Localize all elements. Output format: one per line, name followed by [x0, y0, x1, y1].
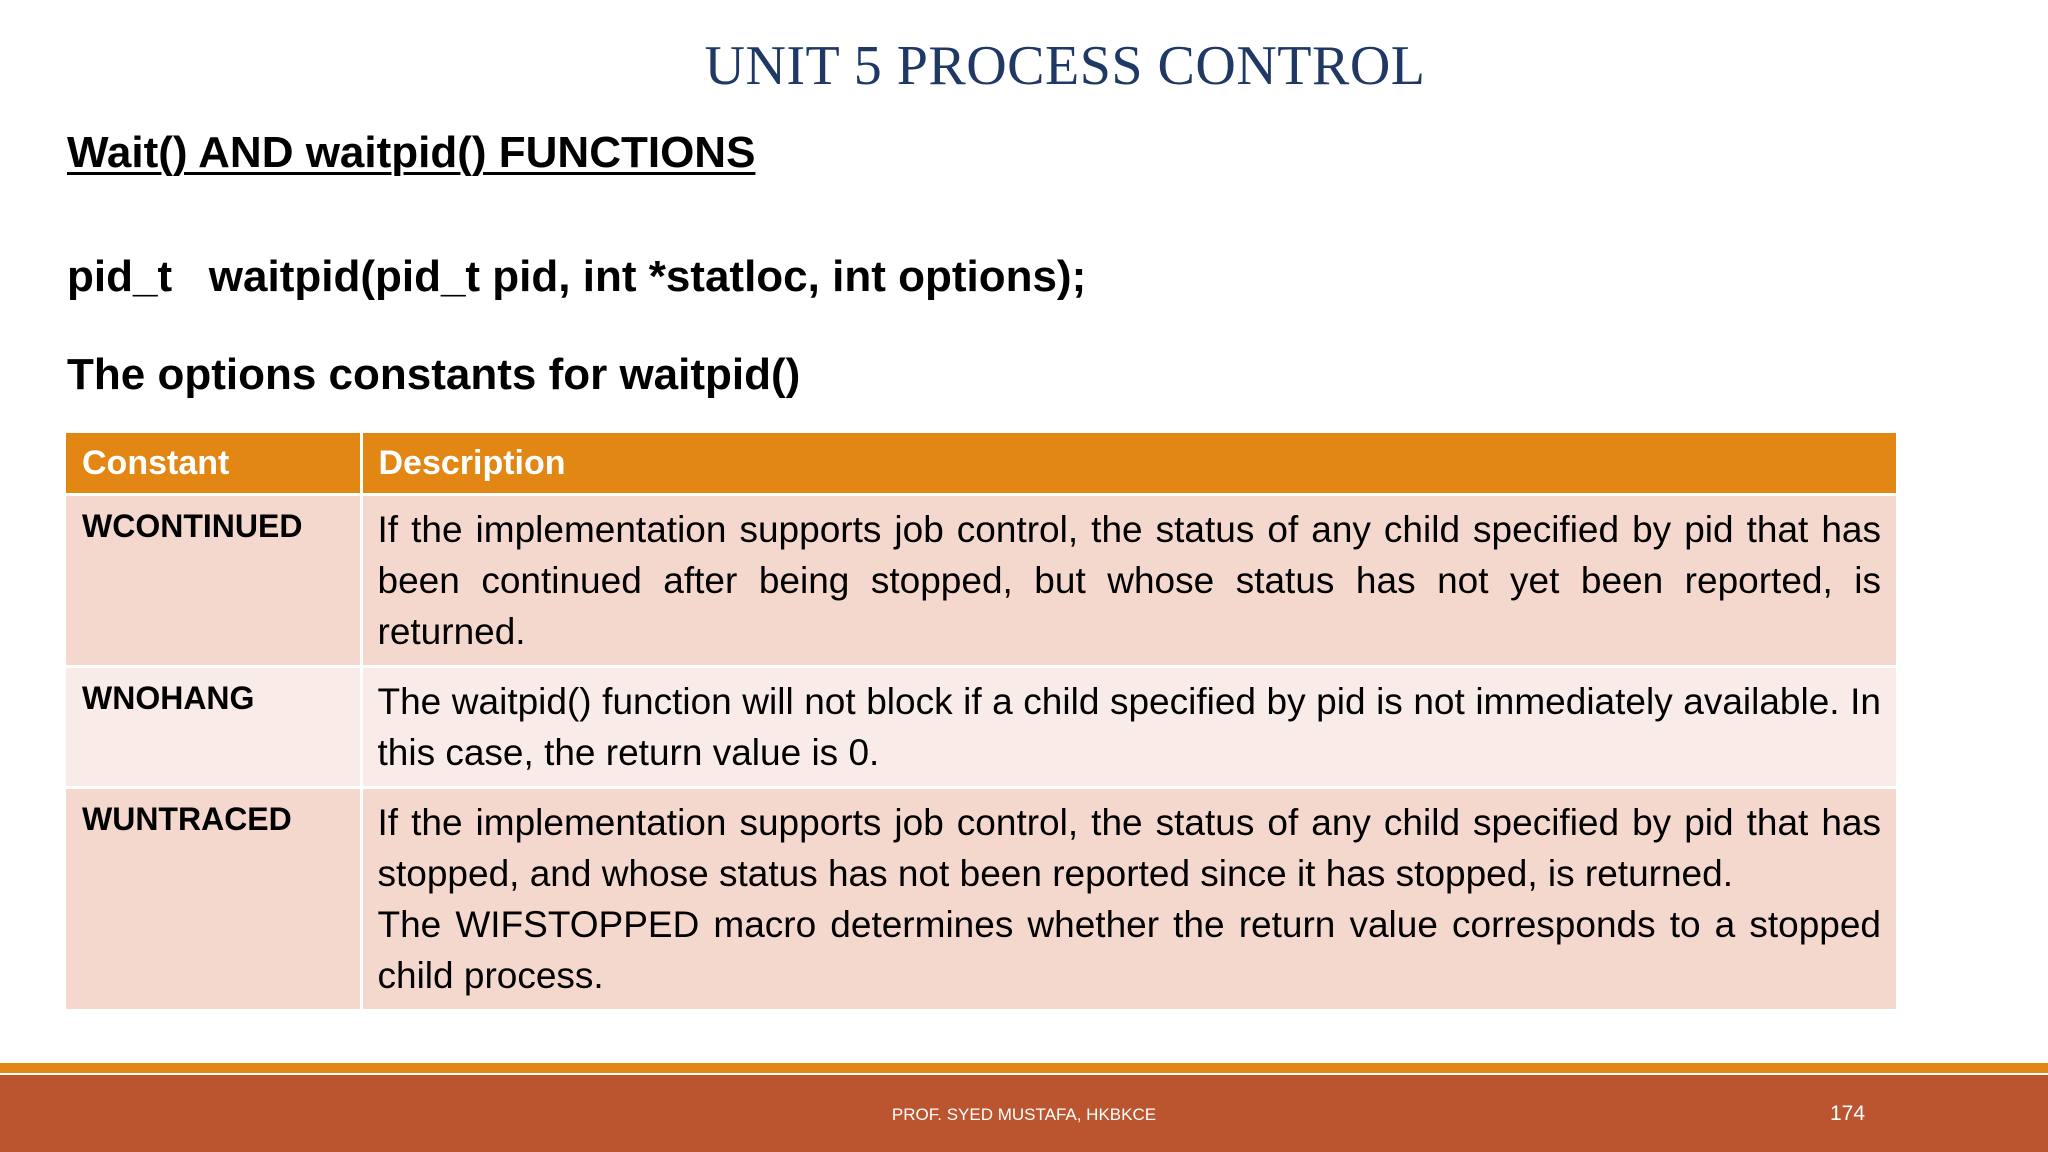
header-constant: Constant	[66, 433, 361, 495]
table-header-row	[66, 433, 1896, 495]
constant-cell: WCONTINUED	[66, 495, 361, 667]
description-text: If the implementation supports job control, the status of any child specified by pid that has been continued after being stopped, but whose status has not yet been reported, is returned.	[377, 509, 1881, 652]
header-description: Description	[361, 433, 1896, 495]
table-row	[66, 667, 1896, 788]
footer-accent-line	[0, 1063, 2048, 1073]
options-table	[66, 433, 1896, 1012]
description-cell	[361, 788, 1896, 1011]
constant-cell: WUNTRACED	[66, 788, 361, 1011]
description-cell	[361, 667, 1896, 788]
footer-author: PROF. SYED MUSTAFA, HKBKCE	[891, 1105, 1157, 1124]
function-signature: pid_t waitpid(pid_t pid, int *statloc, int options);	[67, 252, 1087, 301]
description-text: The waitpid() function will not block if a child specified by pid is not immediately available. In this case, the return value is 0.	[377, 681, 1881, 773]
table-row	[66, 788, 1896, 1011]
description-cell	[361, 495, 1896, 667]
table-row	[66, 495, 1896, 667]
options-subheading: The options constants for waitpid()	[67, 350, 801, 399]
description-text: The WIFSTOPPED macro determines whether the return value corresponds to a stopped child process.	[377, 904, 1881, 996]
description-text: If the implementation supports job control, the status of any child specified by pid that has stopped, and whose status has not been reported since it has stopped, is returned.	[377, 802, 1881, 894]
section-heading: Wait() AND waitpid() FUNCTIONS	[67, 128, 756, 177]
constant-cell: WNOHANG	[66, 667, 361, 788]
page-number: 174	[1830, 1102, 1866, 1125]
slide-title: UNIT 5 PROCESS CONTROL	[704, 35, 1426, 97]
